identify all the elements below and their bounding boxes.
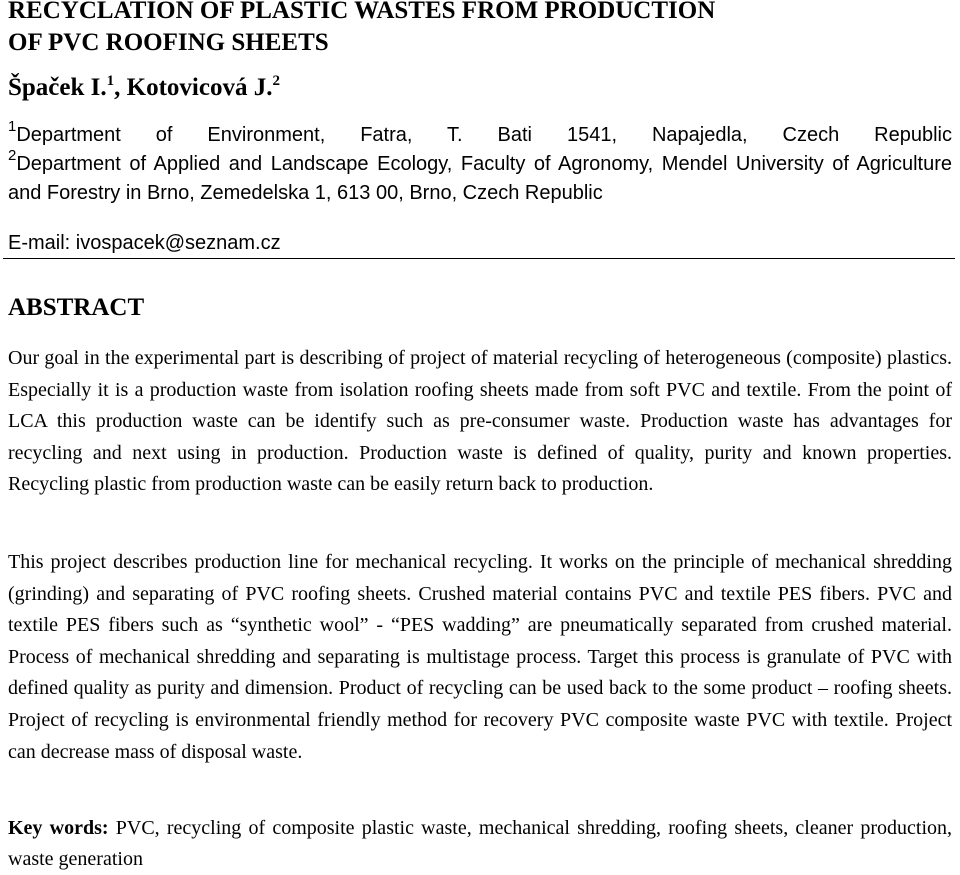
contact-email: E-mail: ivospacek@seznam.cz (8, 232, 281, 254)
abstract-paragraph-1: Our goal in the experimental part is describing of project of material recycling of heterogeneous (composite) plastics. Especially it is a production waste from isolation roofing sheets made from soft PVC and textile. From the point of LCA this production waste can be identify such as pre-consumer waste. Production waste has advantages for recycling and next using in production. Production waste is defined of quality, purity and known properties. Recycling plastic from production waste can be easily return back to production. (8, 347, 952, 496)
abstract-paragraph-2: This project describes production line for mechanical recycling. It works on the principle of mechanical shredding (grinding) and separating of PVC roofing sheets. Crushed material contains PVC and textile PES fibers. PVC and textile PES fibers such as “synthetic wool” - “PES wadding” are pneumatically separated from crushed material. Process of mechanical shredding and separating is multistage process. Target this process is granulate of PVC with defined quality as purity and dimension. Product of recycling can be used back to the some product – roofing sheets. Project of recycling is environmental friendly method for recovery PVC composite waste PVC with textile. Project can decrease mass of disposal waste. (8, 551, 952, 763)
affiliation-2 (8, 147, 952, 208)
author-2: Kotovicová J. (126, 74, 273, 101)
affiliation-1 (8, 118, 952, 150)
affiliation-1-text: Department of Environment, Fatra, T. Bati 1541, Napajedla, Czech Republic (16, 124, 952, 146)
author-list (8, 72, 280, 104)
header-divider (3, 258, 955, 259)
abstract-heading: ABSTRACT (8, 294, 145, 321)
title-line-2: OF PVC ROOFING SHEETS (8, 29, 329, 56)
affiliation-2-mark: 2 (8, 147, 17, 164)
author-1: Špaček I. (8, 74, 107, 101)
title-line-1: RECYCLATION OF PLASTIC WASTES FROM PRODUCTION (8, 0, 716, 24)
keywords (8, 813, 952, 875)
keywords-text: PVC, recycling of composite plastic waste, mechanical shredding, roofing sheets, cleaner production, waste generation (8, 817, 953, 870)
affiliation-1-mark: 1 (8, 118, 17, 135)
paper-title (8, 0, 948, 59)
affiliation-2-text: Department of Applied and Landscape Ecology, Faculty of Agronomy, Mendel University of Agriculture and Forestry in Brno, Zemedelska 1, 613 00, Brno, Czech Republic (8, 153, 952, 204)
author-1-affiliation-mark: 1 (106, 73, 115, 89)
author-separator: , (114, 74, 127, 101)
keywords-label: Key words: (8, 817, 109, 839)
author-2-affiliation-mark: 2 (272, 73, 280, 89)
